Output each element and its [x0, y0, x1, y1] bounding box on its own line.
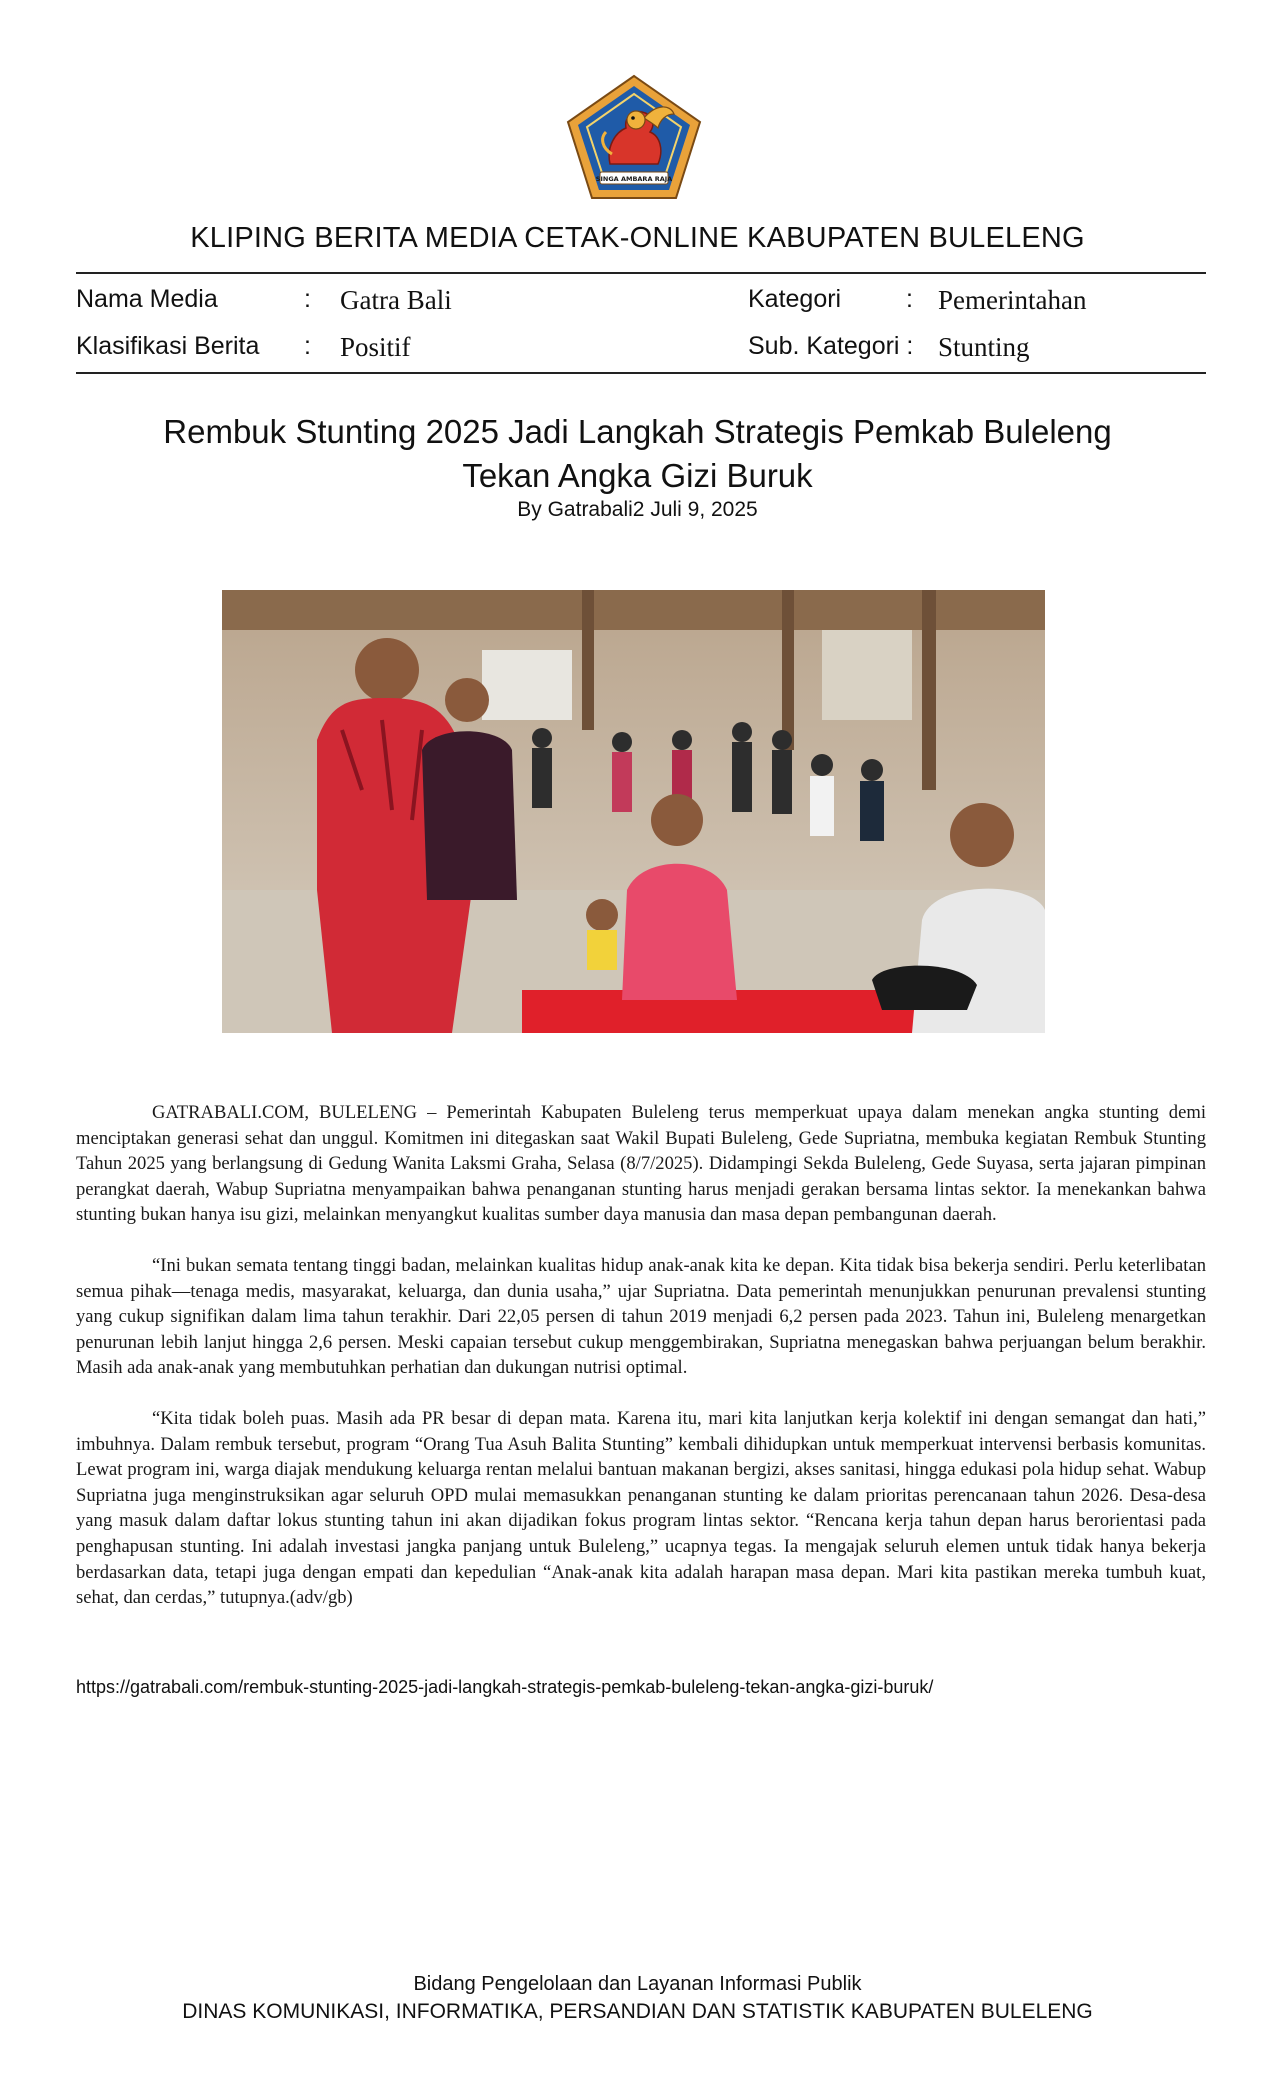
- header-top-rule: [76, 272, 1206, 274]
- lion-emblem-icon: [566, 74, 702, 200]
- media-name-label: Nama Media: [76, 285, 218, 313]
- article-paragraph-3: “Kita tidak boleh puas. Masih ada PR besar di depan mata. Karena itu, mari kita lanjutkan kerja kolektif ini dengan semangat dan hati,” imbuhnya. Dalam rembuk tersebut, program “Orang Tua Asuh Balita Stunting” kembali dihidupkan untuk memperkuat intervensi berbasis komunitas. Lewat program ini, warga diajak mendukung keluarga rentan melalui bantuan makanan bergizi, akses sanitasi, hingga edukasi pola hidup sehat. Wabup Supriatna juga menginstruksikan agar seluruh OPD mulai memasukkan penanganan stunting ke dalam prioritas perencanaan tahun 2026. Desa-desa yang masuk dalam daftar lokus stunting tahun ini akan dijadikan fokus program lintas sektor. “Rencana kerja tahun depan harus berorientasi pada penghapusan stunting. Ini adalah investasi jangka panjang untuk Buleleng,” ucapnya tegas. Ia mengajak seluruh elemen untuk tidak hanya bekerja berdasarkan data, tetapi juga dengan empati dan kepedulian “Anak-anak kita adalah harapan masa depan. Mari kita pastikan mereka tumbuh kuat, sehat, dan cerdas,” tutupnya.(adv/gb): [76, 1407, 1206, 1609]
- article-byline: By Gatrabali2 Juli 9, 2025: [517, 498, 758, 521]
- classification-label: Klasifikasi Berita: [76, 332, 260, 360]
- article-title-line-1: Rembuk Stunting 2025 Jadi Langkah Strategis Pemkab Buleleng: [163, 413, 1112, 450]
- buleleng-regency-logo: [566, 74, 702, 200]
- footer-division: Bidang Pengelolaan dan Layanan Informasi Publik: [413, 1973, 862, 1995]
- sub-category-label: Sub. Kategori :: [748, 332, 914, 360]
- source-url-link[interactable]: https://gatrabali.com/rembuk-stunting-2025-jadi-langkah-strategis-pemkab-buleleng-tekan-angka-gizi-buruk/: [76, 1677, 934, 1697]
- article-photo: [222, 590, 1045, 1033]
- footer-department: DINAS KOMUNIKASI, INFORMATIKA, PERSANDIAN DAN STATISTIK KABUPATEN BULELENG: [182, 2000, 1093, 2023]
- media-name-value: Gatra Bali: [340, 285, 452, 315]
- article-paragraph-1: GATRABALI.COM, BULELENG – Pemerintah Kabupaten Buleleng terus memperkuat upaya dalam menekan angka stunting demi menciptakan generasi sehat dan unggul. Komitmen ini ditegaskan saat Wakil Bupati Buleleng, Gede Supriatna, membuka kegiatan Rembuk Stunting Tahun 2025 yang berlangsung di Gedung Wanita Laksmi Graha, Selasa (8/7/2025). Didampingi Sekda Buleleng, Gede Suyasa, serta jajaran pimpinan perangkat daerah, Wabup Supriatna menyampaikan bahwa penanganan stunting harus menjadi gerakan bersama lintas sektor. Ia menekankan bahwa stunting bukan hanya isu gizi, melainkan menyangkut kualitas sumber daya manusia dan masa depan pembangunan daerah.: [76, 1102, 1206, 1226]
- category-separator: :: [906, 285, 913, 313]
- article-paragraph-2: “Ini bukan semata tentang tinggi badan, melainkan kualitas hidup anak-anak kita ke depan. Kita tidak bisa bekerja sendiri. Perlu keterlibatan semua pihak—tenaga medis, masyarakat, keluarga, dan dunia usaha,” ujar Supriatna. Data pemerintah menunjukkan penurunan prevalensi stunting yang cukup signifikan dalam lima tahun terakhir. Dari 22,05 persen di tahun 2019 menjadi 6,2 persen pada 2023. Tahun ini, Buleleng menargetkan penurunan lebih lanjut hingga 2,6 persen. Meski capaian tersebut cukup menggembirakan, Supriatna menegaskan bahwa perjuangan belum berakhir. Masih ada anak-anak yang membutuhkan perhatian dan dukungan nutrisi optimal.: [76, 1254, 1206, 1379]
- classification-value: Positif: [340, 332, 411, 362]
- media-name-separator: :: [304, 285, 311, 313]
- header-bottom-rule: [76, 372, 1206, 374]
- article-body: [76, 1100, 1206, 1636]
- category-label: Kategori: [748, 285, 842, 313]
- clipping-header-title: KLIPING BERITA MEDIA CETAK-ONLINE KABUPATEN BULELENG: [190, 222, 1085, 254]
- classification-separator: :: [304, 332, 311, 360]
- article-title-line-2: Tekan Angka Gizi Buruk: [462, 457, 813, 494]
- category-value: Pemerintahan: [938, 285, 1087, 315]
- article-title: [0, 410, 1275, 498]
- sub-category-value: Stunting: [938, 332, 1030, 362]
- logo-motto: SINGA AMBARA RAJA: [595, 175, 673, 183]
